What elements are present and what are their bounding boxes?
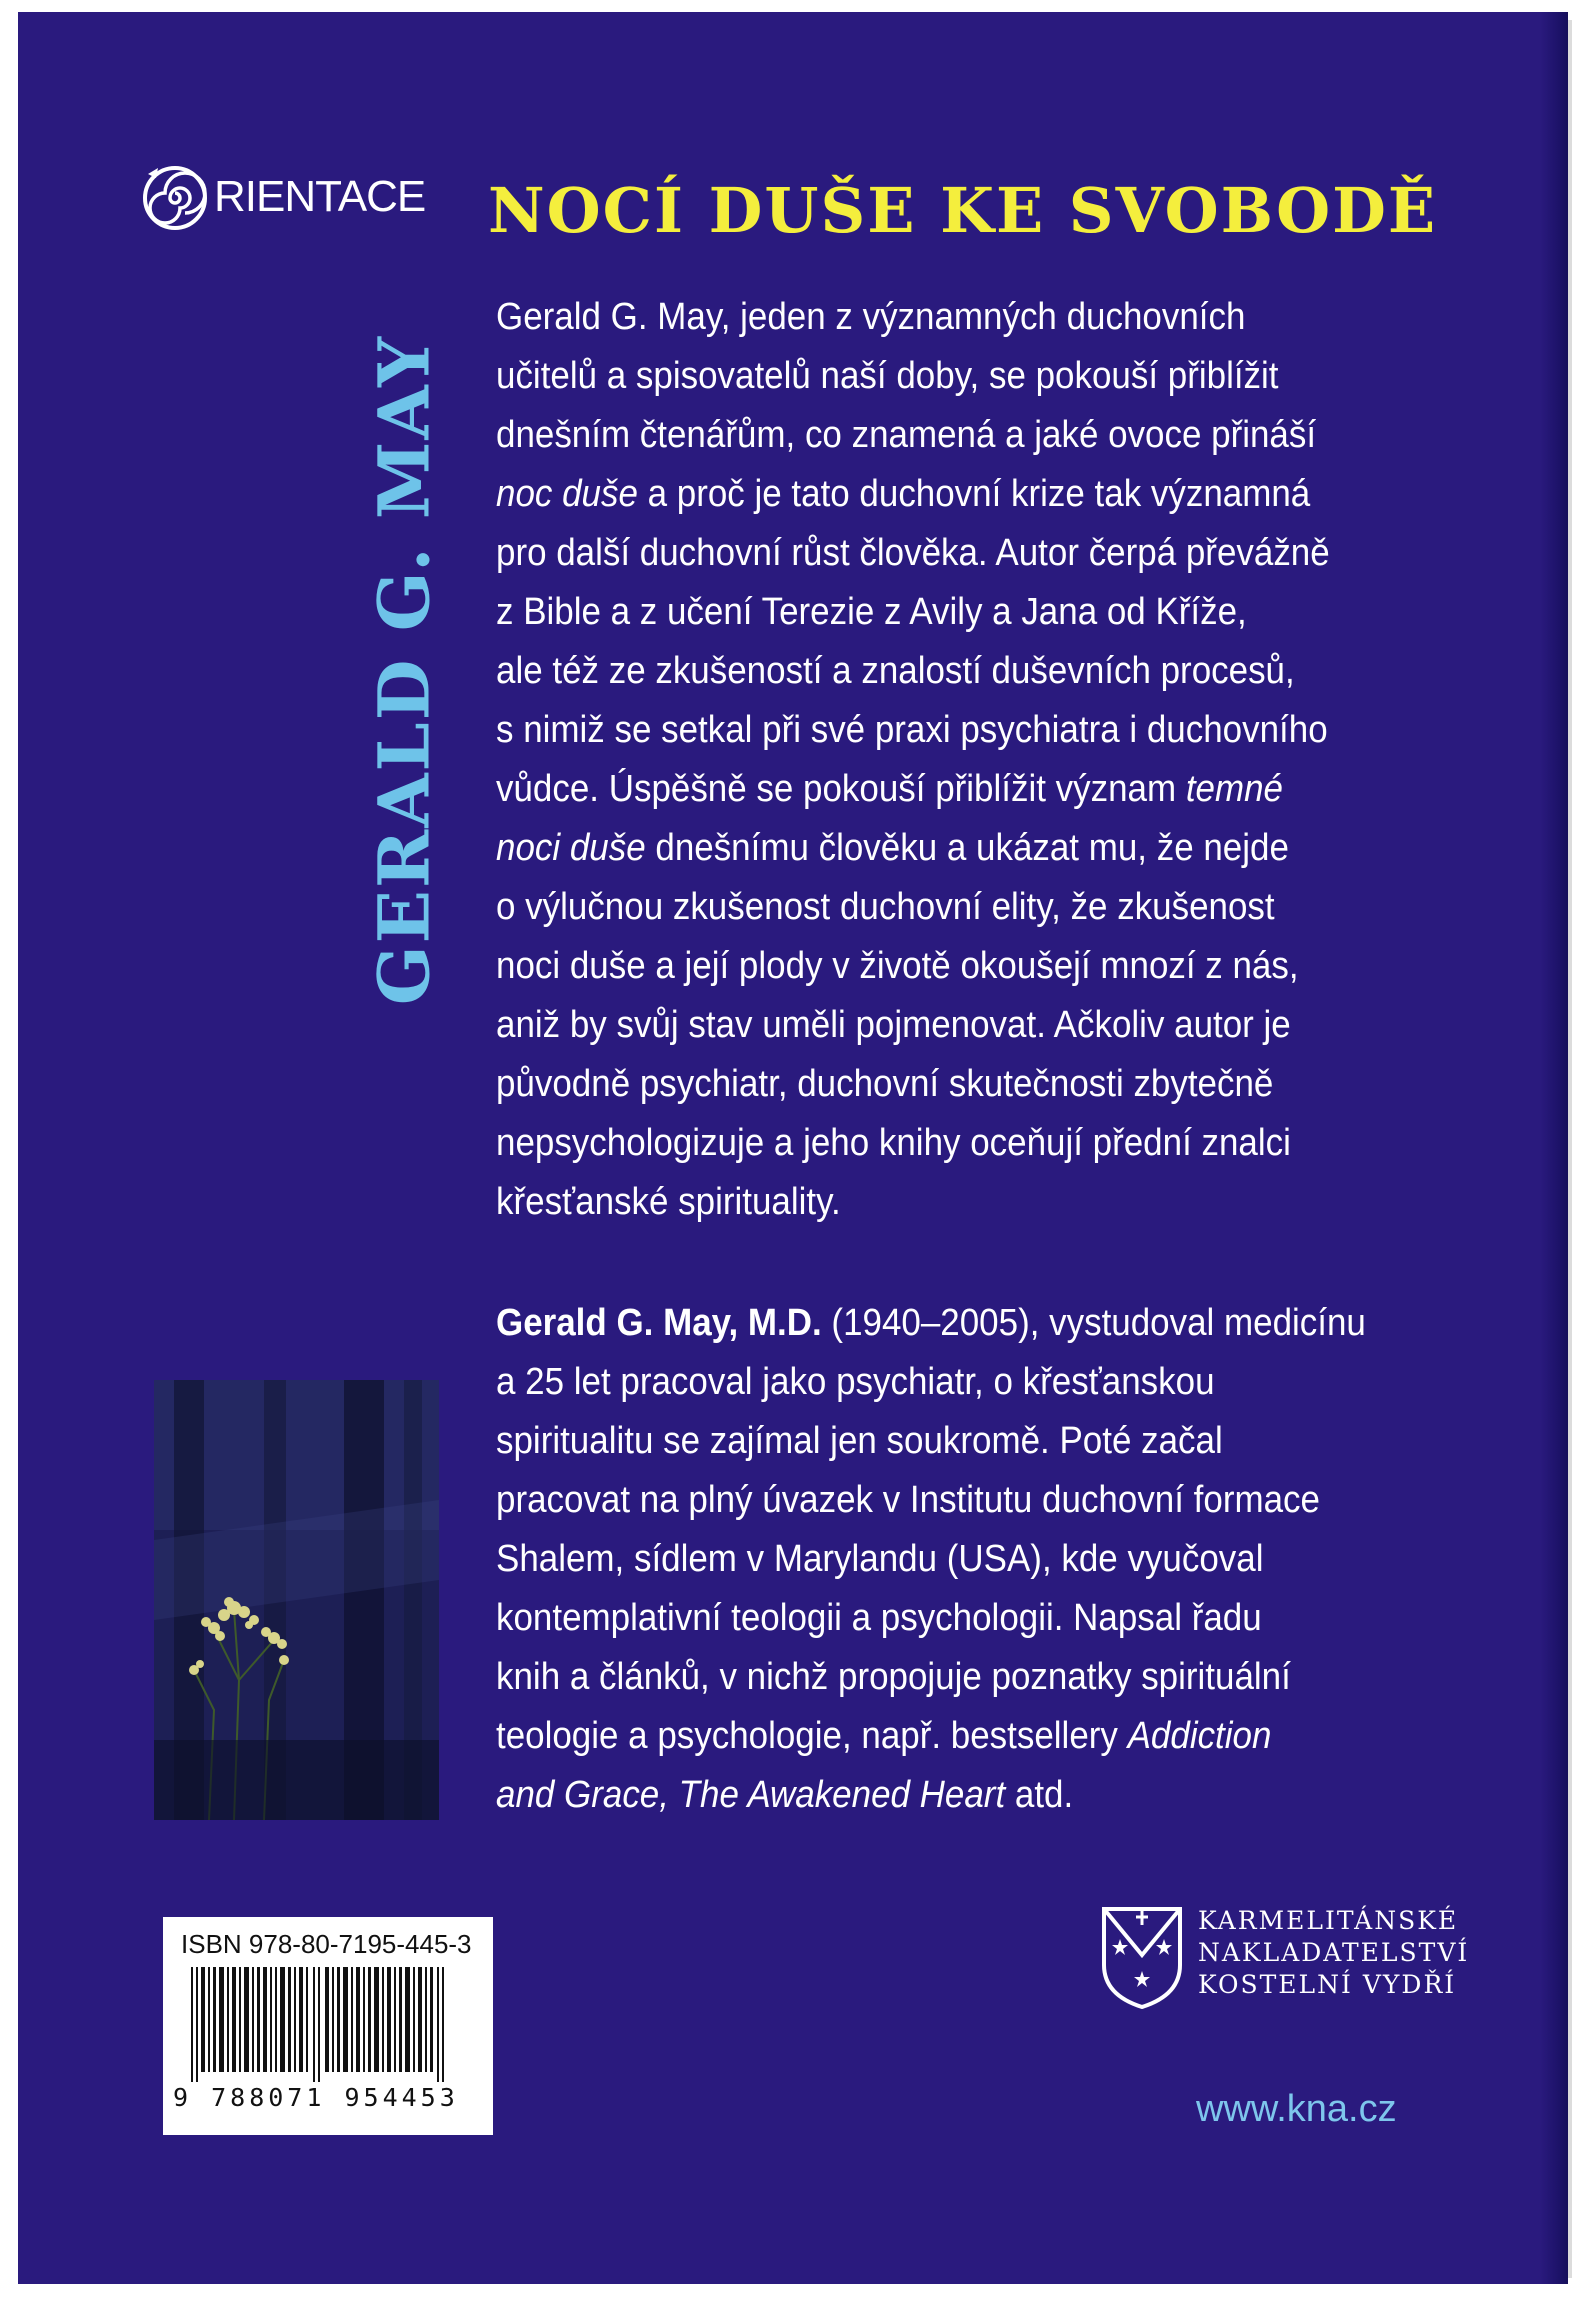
text-line: s nimiž se setkal při své praxi psychiatra i duchovního bbox=[496, 709, 1328, 751]
text-line: vůdce. Úspěšně se pokouší přiblížit význam temné bbox=[496, 768, 1283, 810]
text-line: noci duše dnešnímu člověku a ukázat mu, že nejde bbox=[496, 827, 1289, 869]
text-line: o výlučnou zkušenost duchovní elity, že zkušenost bbox=[496, 886, 1275, 928]
text-line: noci duše a její plody v životě okoušejí mnozí z nás, bbox=[496, 945, 1299, 987]
text-line: ale též ze zkušeností a znalostí duševních procesů, bbox=[496, 650, 1295, 692]
text-line: Gerald G. May, M.D. (1940–2005), vystudoval medicínu bbox=[496, 1302, 1366, 1344]
forest-flowers-image bbox=[154, 1380, 439, 1820]
page-edge bbox=[1568, 20, 1572, 2278]
text-line: teologie a psychologie, např. bestsellery Addiction bbox=[496, 1715, 1272, 1757]
text-line: spiritualitu se zajímal jen soukromě. Poté začal bbox=[496, 1420, 1223, 1462]
author-name: GERALD G. MAY bbox=[362, 334, 446, 1006]
publisher-line-1: KARMELITÁNSKÉ bbox=[1198, 1906, 1459, 1935]
text-line: pro další duchovní růst člověka. Autor čerpá převážně bbox=[496, 532, 1330, 574]
series-logo bbox=[138, 160, 425, 234]
spiral-logo-icon bbox=[138, 160, 212, 234]
series-logo-text: RIENTACE bbox=[214, 172, 426, 221]
description-paragraph bbox=[496, 288, 1496, 1232]
text-line: kontemplativní teologii a psychologii. Napsal řadu bbox=[496, 1597, 1262, 1639]
text-line: and Grace, The Awakened Heart atd. bbox=[496, 1774, 1074, 1816]
publisher-name bbox=[1198, 1905, 1469, 2001]
author-vertical bbox=[364, 290, 444, 1050]
text-line: původně psychiatr, duchovní skutečnosti zbytečně bbox=[496, 1063, 1274, 1105]
barcode-digits: 9 788071 954453 bbox=[173, 2083, 459, 2112]
text-line: knih a článků, v nichž propojuje poznatky spirituální bbox=[496, 1656, 1291, 1698]
text-line: Shalem, sídlem v Marylandu (USA), kde vyučoval bbox=[496, 1538, 1264, 1580]
forest-photo bbox=[154, 1380, 439, 1820]
text-line: Gerald G. May, jeden z významných duchovních bbox=[496, 296, 1246, 338]
barcode-bars bbox=[191, 1967, 471, 2082]
book-title: NOCÍ DUŠE KE SVOBODĚ bbox=[488, 174, 1438, 247]
publisher-url[interactable]: www.kna.cz bbox=[1196, 2088, 1397, 2130]
isbn-number: ISBN 978-80-7195-445-3 bbox=[181, 1929, 472, 1959]
text-line: nepsychologizuje a jeho knihy oceňují přední znalci bbox=[496, 1122, 1291, 1164]
publisher-line-2: NAKLADATELSTVÍ bbox=[1198, 1938, 1470, 1967]
text-line: učitelů a spisovatelů naší doby, se pokouší přiblížit bbox=[496, 355, 1279, 397]
book-spine-edge bbox=[1540, 12, 1568, 2284]
publisher-line-3: KOSTELNÍ VYDŘÍ bbox=[1198, 1970, 1457, 1999]
isbn-barcode bbox=[163, 1917, 493, 2135]
text-line: z Bible a z učení Terezie z Avily a Jana od Kříže, bbox=[496, 591, 1247, 633]
text-line: křesťanské spirituality. bbox=[496, 1181, 841, 1223]
text-line: a 25 let pracoval jako psychiatr, o křesťanskou bbox=[496, 1361, 1215, 1403]
author-bio-paragraph bbox=[496, 1294, 1496, 1825]
text-line: noc duše a proč je tato duchovní krize tak významná bbox=[496, 473, 1311, 515]
text-line: aniž by svůj stav uměli pojmenovat. Ačkoliv autor je bbox=[496, 1004, 1291, 1046]
text-line: dnešním čtenářům, co znamená a jaké ovoce přináší bbox=[496, 414, 1317, 456]
carmelite-shield-icon bbox=[1100, 1905, 1184, 2009]
text-line: pracovat na plný úvazek v Institutu duchovní formace bbox=[496, 1479, 1320, 1521]
publisher-block bbox=[1100, 1905, 1469, 2009]
